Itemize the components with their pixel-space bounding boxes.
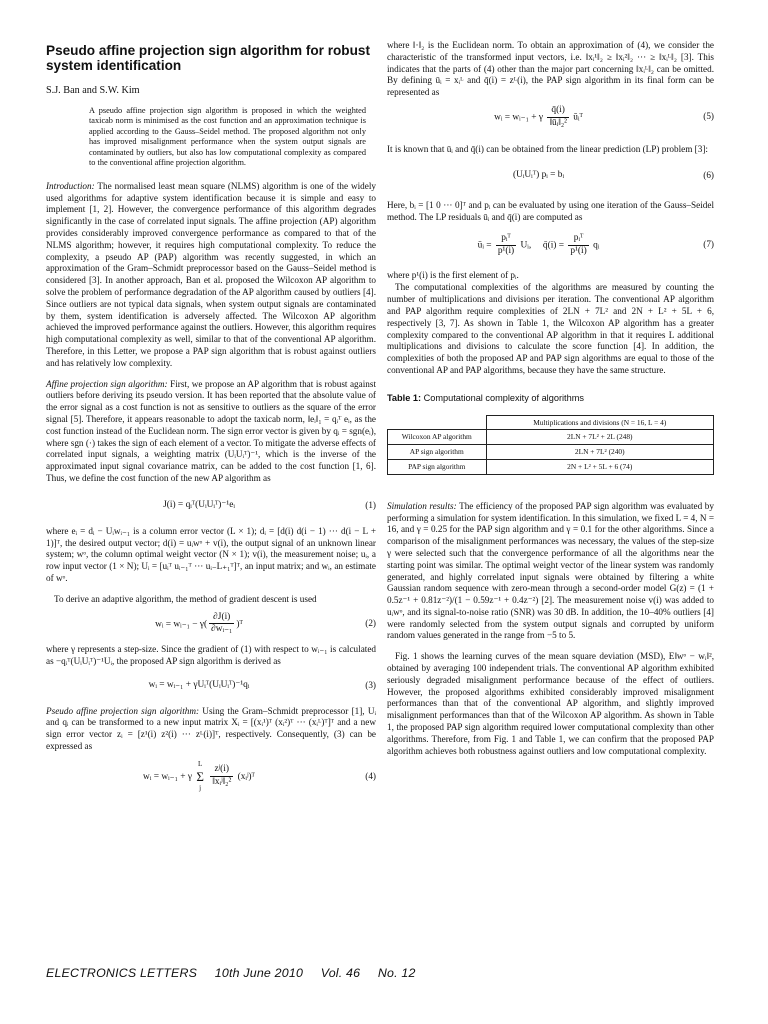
complexity-table xyxy=(387,415,714,475)
equation-4-sum-bottom: j xyxy=(199,783,202,792)
left-column xyxy=(46,40,376,802)
table-header-row xyxy=(388,415,714,430)
equation-4-number: (4) xyxy=(365,770,376,781)
equation-5-number: (5) xyxy=(703,111,714,122)
table-caption xyxy=(387,393,714,405)
equation-4-sum-sign: Σ xyxy=(196,768,204,784)
equation-4-expr xyxy=(46,759,352,795)
right-column xyxy=(387,40,714,766)
equation-7-part-c: qᵢ xyxy=(593,240,600,251)
equation-4-sum-top: L xyxy=(197,759,203,768)
authors: S.J. Ban and S.W. Kim xyxy=(46,85,140,96)
equation-4-denominator: ‖xᵢʲ‖₂² xyxy=(212,777,232,788)
equation-7-numerator-1: pᵢᵀ xyxy=(496,233,516,246)
table-cell-value: 2LN + 7L² + 2L (248) xyxy=(486,430,714,445)
equation-2-lhs: wᵢ = wᵢ₋₁ − γ xyxy=(155,618,205,629)
equation-4-rhs: (xᵢʲ)ᵀ xyxy=(237,771,255,782)
equation-5-rhs: ūᵢᵀ xyxy=(573,112,583,123)
equation-5-numerator: q̄(i) xyxy=(547,105,569,118)
equation-5-lhs: wᵢ = wᵢ₋₁ + γ xyxy=(494,112,544,123)
right-paragraph-3: Here, bᵢ = [1 0 ··· 0]ᵀ and pᵢ can be evaluated by using one iteration of the Gauss–Seidel method. The LP residuals ūᵢ and q̄(i) are computed as xyxy=(387,200,714,223)
equation-2-number: (2) xyxy=(365,617,376,628)
right-paragraph-5: The computational complexities of the algorithms are measured by counting the number of multiplications and divisions per iteration. The conventional AP algorithm and PAP algorithm require complexities of 2LN + 7L² and 2N + L² + 5L + 6, respectively [3, 7]. As shown in Table 1, the Wilcoxon AP algorithm has a greater complexity compared to the conventional AP algorithm in that it requires L additional multiplications and divisions to calculate the score function [4]. In addition, the complexities of both the proposed AP and PAP sign algorithms are equal to those of the conventional AP and PAP algorithms, because they have the same structure. xyxy=(387,282,714,375)
table-row xyxy=(388,445,714,460)
equation-5-fraction xyxy=(547,105,569,130)
table-label: Table 1: xyxy=(387,392,422,403)
footer-date: 10th June 2010 xyxy=(214,966,304,980)
intro-heading: Introduction: xyxy=(46,180,95,191)
equation-4 xyxy=(46,759,376,795)
equation-7-numerator-2: pᵢᵀ xyxy=(568,233,588,246)
aps-derivation: where γ represents a step-size. Since the gradient of (1) with respect to wᵢ₋₁ is calculated as −qᵢᵀ(UᵢUᵢᵀ)⁻¹Uᵢ, the proposed AP sign algorithm is derived as xyxy=(46,644,376,666)
equation-7-fraction-1 xyxy=(496,233,516,258)
equation-2-fraction xyxy=(209,612,234,637)
table-cell-name: AP sign algorithm xyxy=(388,445,487,460)
paper-title: Pseudo affine projection sign algorithm for robust system identification xyxy=(46,43,370,73)
footer-volume: Vol. 46 xyxy=(320,966,361,980)
footer-number: No. 12 xyxy=(377,966,416,980)
aps-definitions: where eᵢ = dᵢ − Uᵢwᵢ₋₁ is a column error vector (L × 1); dᵢ = [d(i) d(i − 1) ··· d(i − L + 1)]ᵀ, the desired output vector; d(i) = uᵢwᵒ + v(i), the output signal of an unknown linear system; wᵒ, the column optimal weight vector (N × 1); v(i), the measurement noise; uᵢ, a row input vector (1 × N); Uᵢ = [uᵢᵀ uᵢ₋₁ᵀ ··· uᵢ₋L₊₁ᵀ]ᵀ, an input matrix; and wᵢ, an estimate of wᵒ. xyxy=(46,525,376,583)
equation-3-number: (3) xyxy=(365,679,376,690)
right-paragraph-7: Fig. 1 shows the learning curves of the mean square deviation (MSD), E‖wᵒ − wᵢ‖², obtained by averaging 100 independent trials. The conventional AP algorithm exhibited seriously degraded misalignment performance because of the effect of outliers. However, the proposed algorithms exhibited considerably improved misalignment performances than that of the conventional AP algorithm, and slightly improved misalignment performances than that of the Wilcoxon AP algorithm. As shown in Table 1, the proposed PAP sign algorithm required lower computational complexity than other algorithms. Therefore, from Fig. 1 and Table 1, we can confirm that the proposed PAP algorithm achieves both robustness against outliers and low computational complexity. xyxy=(387,651,714,756)
equation-7 xyxy=(387,233,714,258)
table-row xyxy=(388,430,714,445)
equation-2-numerator: ∂J(i) xyxy=(209,612,234,625)
equation-1-number: (1) xyxy=(365,499,376,510)
simulation-text: The efficiency of the proposed PAP sign algorithm was evaluated by performing a simulation for system identification. In this simulation, we fixed L = 4, N = 16, and γ = 0.25 for the PAP sign algorithm and γ = 0.1 for the other algorithms. Since a comparison of the misalignment performances was necessary, the values of the step-size γ were selected such that the convergence performance of all the algorithms near the starting point was similar. The optimal weight vector of the linear system was randomly generated, and highly correlated input signals were obtained by filtering a white Gaussian random sequence with zero-mean through a second-order model G(z) = (1 + 0.5z⁻¹ + 0.81z⁻²)/(1 − 0.59z⁻¹ + 0.4z⁻²) [2]. The measurement noise v(i) was added to uᵢwᵒ, and its signal-to-noise ratio (SNR) was 30 dB. In addition, the 10–40% outliers [4] were randomly selected from the system output signals and corrupted by uniform random values generated in the range from −5 to 5. xyxy=(387,500,714,641)
equation-6-expr: (UᵢUᵢᵀ) pᵢ = bᵢ xyxy=(512,170,564,181)
journal-footer xyxy=(46,966,714,980)
equation-3 xyxy=(46,674,376,698)
equation-2-expr: wᵢ = wᵢ₋₁ − γ( $\frac{\partial J(i)}{\text{∂wᵢ₋₁}}$ )ᵀ xyxy=(155,611,243,635)
aps-gradient-intro: To derive an adaptive algorithm, the method of gradient descent is used xyxy=(54,593,317,604)
right-paragraph-4: where p¹(i) is the first element of pᵢ. xyxy=(387,269,519,280)
table-header-blank xyxy=(388,415,487,430)
table-row xyxy=(388,459,714,474)
abstract: A pseudo affine projection sign algorithm is proposed in which the weighted taxicab norm is minimised as the cost function and an approximation technique is applied according to the Gauss–Seidel method. The proposed algorithm not only has improved misalignment performance when the system output signals are contaminated by outliers, but also has low computational complexity as compared to the conventional affine projection algorithm. xyxy=(89,105,366,168)
aps-paragraph xyxy=(46,379,376,485)
intro-paragraph xyxy=(46,181,376,370)
footer-journal: ELECTRONICS LETTERS xyxy=(46,966,198,980)
equation-1-expr: J(i) = qᵢᵀ(UᵢUᵢᵀ)⁻¹eᵢ xyxy=(163,499,235,510)
aps-heading: Affine projection sign algorithm: xyxy=(46,378,168,389)
equation-5-denominator: ‖ūᵢ‖₂² xyxy=(549,117,567,128)
equation-2-transpose: ᵀ xyxy=(239,618,243,629)
equation-4-lhs: wᵢ = wᵢ₋₁ + γ xyxy=(143,771,192,782)
equation-5-expr xyxy=(387,105,690,130)
table-cell-value: 2N + L² + 5L + 6 (74) xyxy=(486,459,714,474)
equation-7-fraction-2 xyxy=(568,233,588,258)
equation-7-denominator-2: p¹(i) xyxy=(570,245,587,256)
equation-7-expr xyxy=(387,233,690,258)
right-paragraph-1: where ‖·‖₂ is the Euclidean norm. To obtain an approximation of (4), we consider the characteristic of the transformed input vectors, i.e. ‖xᵢ¹‖₂ ≥ ‖xᵢ²‖₂ ··· ≥ ‖xᵢᴸ‖₂ [3]. This indicates that the parts of (4) other than the major part concerning ‖xᵢᴸ‖₂ can be omitted. By defining ūᵢ = xᵢᴸ and q̄(i) = zᴸ(i), the PAP sign algorithm in its final form can be represented as xyxy=(387,40,714,98)
equation-7-part-a: ūᵢ = xyxy=(477,240,492,251)
intro-text: The normalised least mean square (NLMS) algorithm is one of the widely used algorithms for adaptive system identification because it is simple and easy to implement [1, 2]. However, the convergence performance of this algorithm degrades significantly in the case of correlated input signals. The affine projection (AP) algorithm provides considerably improved convergence performance as compared to that of the NLMS algorithm; however, it requires high computational complexity. To reduce the complexity, a pseudo AP (PAP) algorithm was recently suggested, in which an approximation of the Gram–Schmidt preprocessor based on the Gauss–Seidel method is considered [3]. In another approach, Ban et al. proposed the Wilcoxon AP algorithm to solve the problem of performance degradation of the AP algorithm caused by outliers [4]. Since outliers are not typical data signals, when system output signals are contaminated by them, system identification is adversely affected. The Wilcoxon AP algorithm achieved the improved performance against the outliers. However, this algorithm requires high computational complexity as well, similar to that of the conventional AP algorithm. Therefore, in this Letter, we propose a PAP sign algorithm that is robust against outliers and has relatively low complexity. xyxy=(46,180,376,368)
equation-7-part-b: Uᵢ, q̄(i) = xyxy=(520,240,565,251)
table-header-cell: Multiplications and divisions (N = 16, L = 4) xyxy=(486,415,714,430)
equation-4-numerator: zʲ(i) xyxy=(210,764,233,777)
right-paragraph-2: It is known that ūᵢ and q̄(i) can be obtained from the linear prediction (LP) problem [3]: xyxy=(387,143,708,154)
simulation-heading: Simulation results: xyxy=(387,500,457,511)
simulation-paragraph xyxy=(387,501,714,643)
paps-paragraph xyxy=(46,706,376,753)
equation-2-denominator: ∂wᵢ₋₁ xyxy=(211,624,233,635)
equation-3-expr: wᵢ = wᵢ₋₁ + γUᵢᵀ(UᵢUᵢᵀ)⁻¹qᵢ xyxy=(148,679,250,690)
equation-7-denominator-1: p¹(i) xyxy=(497,245,515,256)
equation-6 xyxy=(387,164,714,188)
equation-1 xyxy=(46,494,376,518)
equation-7-number: (7) xyxy=(703,239,714,250)
equation-4-sum xyxy=(196,759,204,795)
paps-heading: Pseudo affine projection sign algorithm: xyxy=(46,705,200,716)
table-cell-name: PAP sign algorithm xyxy=(388,459,487,474)
equation-4-fraction xyxy=(210,764,233,789)
paps-text: Using the Gram–Schmidt preprocessor [1], Uᵢ and qᵢ can be transformed to a new input matrix Xᵢ = [(xᵢ¹)ᵀ (xᵢ²)ᵀ ··· (xᵢᴸ)ᵀ]ᵀ and a new sign error vector zᵢ = [z¹(i) z²(i) ··· zᴸ(i)]ᵀ, respectively. Consequently, (3) can be expressed as xyxy=(46,705,376,752)
equation-2 xyxy=(46,612,376,637)
aps-text: First, we propose an AP algorithm that is robust against outliers before deriving its pseudo version. It has been reported that the absolute value of the error signal as a cost function is not as sensitive to outliers as the square of the error signal [5]. Therefore, it appears reasonable to adopt the taxicab norm, ‖eᵢ‖₁ = qᵢᵀ eᵢ, as the cost function instead of the Euclidean norm. The sign error vector is given by qᵢ = sgn(eᵢ), where sgn (·) takes the sign of each element of a vector. To mitigate the adverse effects of correlated input signals, a weighting matrix (UᵢUᵢᵀ)⁻¹, which is the inverse of the approximated input signal covariance matrix, can be added to the cost function [1, 6]. Thus, we define the cost function of the new AP algorithm as xyxy=(46,378,377,483)
table-caption-text: Computational complexity of algorithms xyxy=(423,392,584,403)
table-cell-name: Wilcoxon AP algorithm xyxy=(388,430,487,445)
equation-5 xyxy=(387,105,714,130)
equation-6-number: (6) xyxy=(703,170,714,181)
table-cell-value: 2LN + 7L² (240) xyxy=(486,445,714,460)
